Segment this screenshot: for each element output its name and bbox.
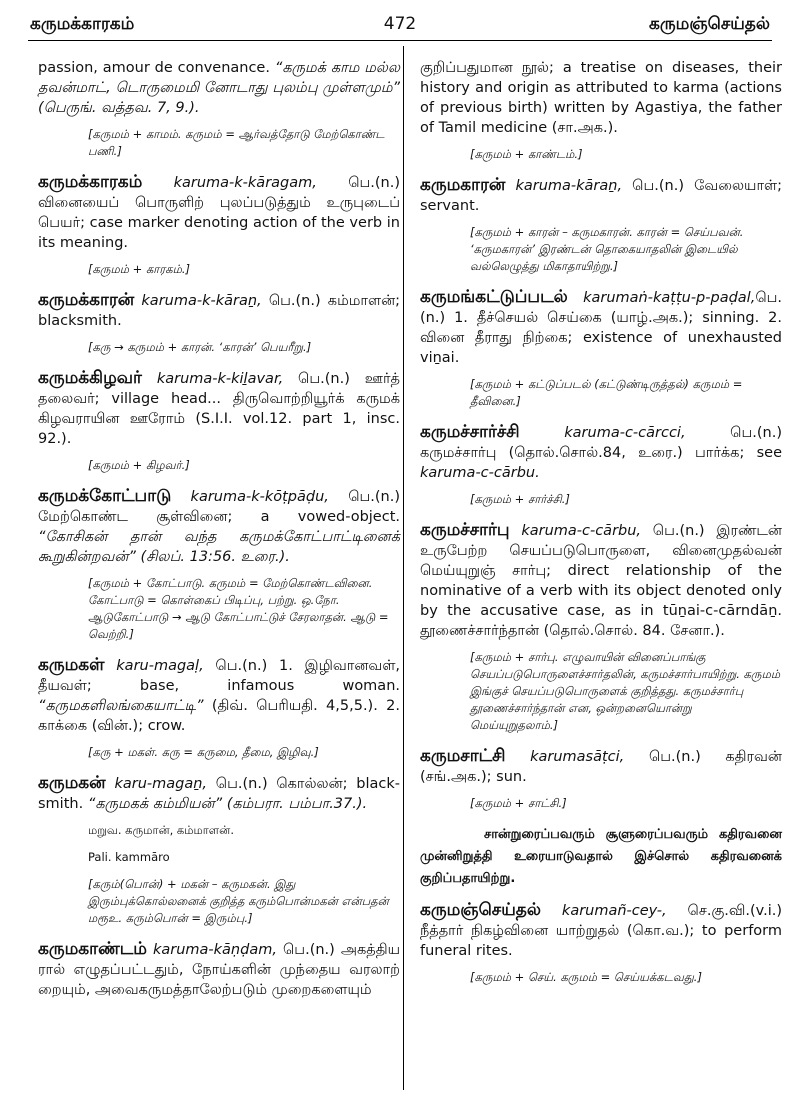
dictionary-entry [38, 773, 400, 814]
continued-entry [38, 58, 400, 118]
transliteration: karu-magaṉ, [114, 776, 208, 792]
headword: கருமங்கட்டுப்படல் [420, 287, 568, 307]
entry-quote: “கருமக் காம மல்ல தவன்மாட், டொருமைமி னோடாது புலம்பு முள்ளமும்” [38, 60, 400, 96]
dictionary-entry [420, 520, 782, 641]
transliteration: karumasāṭci, [530, 749, 625, 765]
headword: கருமச்சார்ச்சி [420, 422, 520, 442]
headword: கருமகாண்டம் [38, 939, 147, 959]
definition: பெ.(n.) அகத்திய ரால் எழுதப்பட்டதும், நோய்களின் முந்தைய வரலாற் றையும், அவைகருமத்தாலேற்படும் முறைகளையும் [38, 942, 401, 998]
etymology-note: [கருமம் + சார்பு. எழுவாயின் வினைப்பாங்கு செயப்படுபொருளைச்சார்தலின், கருமச்சார்பாயிற்று. கருமம் இங்குச் செயப்படுபொருளைக் குறித்தது. கருமச்சார்பு தூணைச்சார்ந்தான் என, ஒன்றனையொன்று மெய்யுறுதலாம்.] [470, 650, 781, 732]
explanatory-paragraph: சான்றுரைப்பவரும் சூளுரைப்பவரும் கதிரவனை முன்னிறுத்தி உரையாடுவதால் இச்சொல் கதிரவனைக் குறிப்பதாயிற்று. [420, 827, 782, 886]
headword: கருமக்கோட்பாடு [38, 486, 172, 506]
entry-quote: “கருமகக் கம்மியன்” [87, 796, 223, 812]
transliteration: karuma-k-kiḻavar, [156, 371, 284, 387]
definition: பெ.(n.) 1. இழிவானவள், தீயவள்; base, infamous woman. [38, 658, 401, 694]
transliteration: karumañ-cey-, [561, 903, 667, 919]
transliteration: karuma-c-cārbu, [521, 523, 642, 539]
left-column [38, 58, 400, 1006]
etymology-note: [கருமம் + காரகம்.] [88, 262, 191, 276]
transliteration: karuma-kāraṉ, [515, 178, 623, 194]
etymology-note: [கருமம் + காண்டம்.] [470, 147, 583, 161]
transliteration: karuma-kāṇḍam, [152, 942, 277, 958]
definition: பெ.(n.) கதிரவன் (சங்.அக.); sun. [420, 749, 782, 785]
headword: கருமகாரன் [420, 175, 506, 195]
etymology-note: [கருமம் + சார்ச்சி.] [470, 492, 570, 506]
definition: பெ.(n.) இரண்டன் உருபேற்ற செயப்படுபொருளை, வினைமுதல்வன் மெய்யுறுஞ் சார்பு; direct relationship of the nominative of a verb with its object denoted only by the accusative case, as in tūṉai-c-cārndāṉ. தூணைச்சார்ந்தான் (தொல்.சொல். 84. சேனா.). [420, 523, 782, 639]
right-column [420, 58, 782, 998]
transliteration: karumaṅ-kaṭṭu-p-paḍal, [583, 290, 756, 306]
entry-text: passion, amour de convenance. [38, 60, 275, 76]
etymology-note: [கரு → கருமம் + காரன். ‘காரன்’ பெயரீறு.] [88, 340, 312, 354]
definition: பெ.(n.) கம்மாளன்; blacksmith. [38, 293, 401, 329]
dictionary-entry [38, 172, 400, 253]
dictionary-entry [38, 486, 400, 567]
headword: கருமக்காரகம் [38, 172, 143, 192]
dictionary-entry [38, 368, 400, 449]
etymology-note: [கருமம் + காரன் – கருமகாரன். காரன் = செய்பவன். ‘கருமகாரன்’ இரண்டன் தொகையாதலின் இடையில் வல்லெழுத்து மிகாதாயிற்று.] [470, 225, 744, 273]
etymology-note: [கருமம் + காமம். கருமம் = ஆர்வத்தோடு மேற்கொண்ட பணி.] [88, 127, 385, 158]
entry-source: (கம்பரா. பம்பா.37.). [222, 796, 368, 812]
etymology-note: [கரும்(பொன்) + மகன் – கருமகன். இது இரும்புக்கொல்லனைக் குறித்த கரும்பொன்மகன் என்பதன் மரூஉ. கரும்பொன் = இரும்பு.] [88, 877, 389, 925]
header-left-guide-word: கருமக்காரகம் [30, 14, 135, 34]
etymology-note: [கருமம் + செய். கருமம் = செய்யக்கடவது.] [470, 970, 702, 984]
see-reference: karuma-c-cārbu. [420, 465, 540, 481]
entry-source: (சிலப். 13:56. உரை.). [135, 549, 290, 565]
definition: பெ.(n.) கொல்லன்; black-smith. [38, 776, 401, 812]
etymology-note: [கருமம் + கோட்பாடு. கருமம் = மேற்கொண்டவினை. கோட்பாடு = கொள்கைப் பிடிப்பு, பற்று. ஒ.நோ. ஆடுகோட்பாடு → ஆடு கோட்பாட்டுச் சேரலாதன். ஆடு = வெற்றி.] [88, 576, 389, 641]
transliteration: karuma-k-kāragam, [173, 175, 317, 191]
continued-entry: குறிப்பதுமான நூல்; a treatise on diseases, their history and origin as attributed to karma (actions of previous birth) written by Agastiya, the father of Tamil medicine (சா.அக.). [420, 60, 782, 136]
transliteration: karuma-k-kōṭpāḍu, [190, 489, 329, 505]
column-divider [403, 46, 404, 1090]
etymology-note: [கரு + மகள். கரு = கருமை, தீமை, இழிவு.] [88, 745, 319, 759]
definition: செ.கு.வி.(v.i.) நீத்தார் நிகழ்வினை யாற்றுதல் (கொ.வ.); to perform funeral rites. [420, 903, 782, 959]
dictionary-entry [420, 287, 782, 368]
dictionary-entry [38, 939, 400, 1000]
entry-source: (பெருங். வத்தவ. 7, 9.). [38, 100, 200, 116]
page-number: 472 [383, 14, 417, 34]
definition: பெ.(n.) 1. தீச்செயல் செய்கை (யாழ்.அக.); sinning. 2. வினை தீராது நிற்கை; existence of unexhausted viṉai. [420, 290, 782, 366]
dictionary-entry [420, 746, 782, 787]
definition: பெ.(n.) மேற்கொண்ட சூள்வினை; a vowed-object. [38, 489, 400, 525]
transliteration: karuma-c-cārcci, [564, 425, 686, 441]
etymology-note: [கருமம் + சாட்சி.] [470, 796, 567, 810]
header-right-guide-word: கருமஞ்செய்தல் [649, 14, 770, 34]
etymology-note: [கருமம் + கிழவர்.] [88, 458, 190, 472]
headword: கருமகன் [38, 773, 106, 793]
header-rule [28, 40, 772, 41]
transliteration: karu-magaḷ, [116, 658, 204, 674]
entry-quote: “கோசிகன் தான் வந்த கருமக்கோட்பாட்டினைக் கூறுகின்றவன்” [38, 529, 400, 565]
entry-quote: “கருமகளிலங்கையாட்டி” [38, 698, 204, 714]
cognate-note: Pali. kammāro [88, 850, 170, 864]
dictionary-entry [38, 655, 400, 736]
definition: பெ.(n.) கருமச்சார்பு (தொல்.சொல்.84, உரை.) பார்க்க; see [420, 425, 782, 461]
definition: பெ.(n.) ஊர்த் தலைவர்; village head... திருவொற்றியூர்க் கருமக் கிழவராயின ஊரோம் (S.I.I. vol.12. part 1, insc. 92.). [38, 371, 400, 447]
etymology-note: [கருமம் + கட்டுப்படல் (கட்டுண்டிருத்தல்) கருமம் = தீவினை.] [470, 377, 743, 408]
definition: பெ.(n.) வினையைப் பொருளிற் புலப்படுத்தும் உருபுடைப் பெயர்; case marker denoting action of the verb in its meaning. [38, 175, 400, 251]
synonym-note: மறுவ. கருமான், கம்மாளன். [88, 823, 234, 837]
dictionary-entry [420, 900, 782, 961]
headword: கருமசாட்சி [420, 746, 506, 766]
headword: கருமக்கிழவர் [38, 368, 142, 388]
definition: பெ.(n.) வேலையாள்; servant. [420, 178, 782, 214]
dictionary-entry [38, 290, 400, 331]
headword: கருமச்சார்பு [420, 520, 510, 540]
dictionary-entry [420, 422, 782, 483]
headword: கருமக்காரன் [38, 290, 135, 310]
transliteration: karuma-k-kāraṉ, [141, 293, 262, 309]
headword: கருமகள் [38, 655, 105, 675]
dictionary-entry [420, 175, 782, 216]
headword: கருமஞ்செய்தல் [420, 900, 541, 920]
entry-source: (திவ். பெரியதி. 4,5,5.). 2. காக்கை (வின்.); crow. [38, 698, 400, 734]
